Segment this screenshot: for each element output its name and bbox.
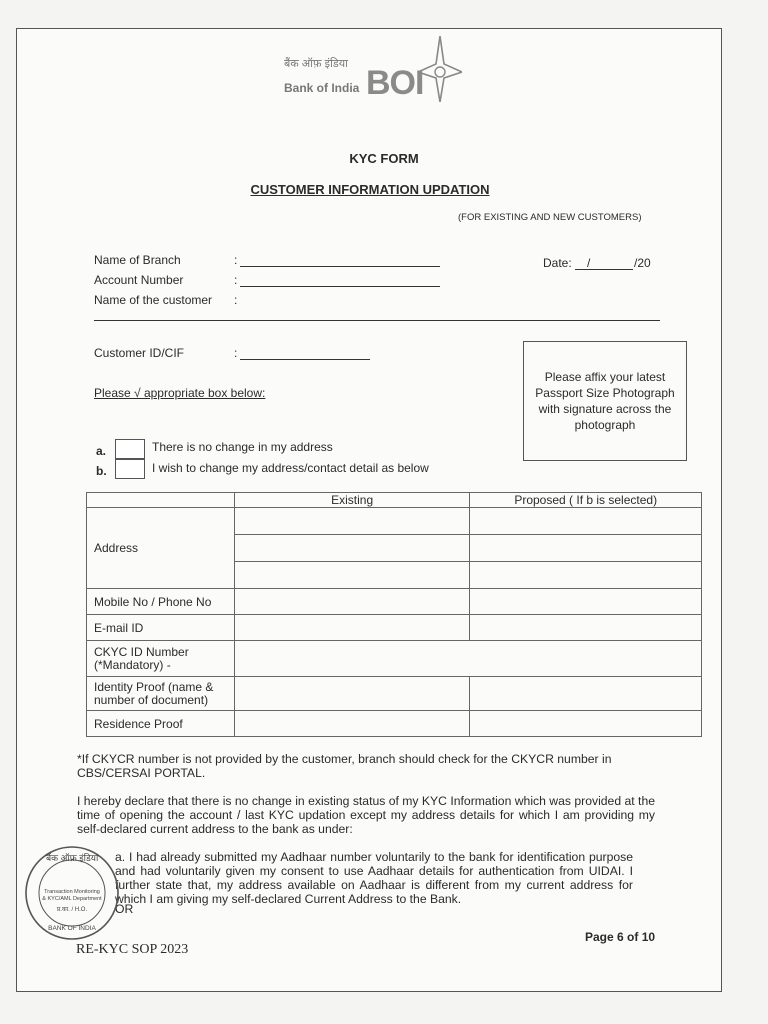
bank-logo (268, 36, 468, 106)
cell-proposed[interactable] (470, 711, 702, 737)
table-row (87, 589, 702, 615)
branch-colon: : (234, 253, 238, 267)
logo-english-name: Bank of India (284, 81, 360, 95)
table-row (87, 615, 702, 641)
table-header-blank (87, 493, 235, 508)
option-b-key: b. (96, 464, 107, 478)
option-a-key: a. (96, 444, 107, 458)
row-label-ckyc-line2: (*Mandatory) - (94, 657, 171, 672)
form-note: (FOR EXISTING AND NEW CUSTOMERS) (458, 212, 642, 223)
table-row (87, 711, 702, 737)
star-icon (418, 36, 462, 102)
account-colon: : (234, 273, 238, 287)
table-row (87, 508, 702, 535)
cell-existing[interactable] (234, 711, 470, 737)
cell-existing[interactable] (234, 562, 470, 589)
customer-colon: : (234, 293, 238, 307)
row-label-identity (87, 677, 235, 711)
clause-or: OR (115, 902, 134, 916)
row-label-identity-line2: number of document) (94, 692, 209, 707)
row-label-identity-line1: Identity Proof (name & (94, 679, 214, 694)
cell-existing[interactable] (234, 615, 470, 641)
logo-abbrev: BOI (366, 64, 424, 102)
seal-dept-line2: & KYC/AML Department (42, 896, 102, 902)
cell-existing[interactable] (234, 508, 470, 535)
logo-hindi-name: बैंक ऑफ़ इंडिया (284, 58, 348, 70)
customer-input-line[interactable] (94, 320, 660, 321)
cell-proposed[interactable] (470, 677, 702, 711)
form-title: KYC FORM (349, 151, 419, 166)
seal-top-text: बैंक ऑफ़ इंडिया (46, 853, 99, 863)
seal-dept-line1: Transaction Monitoring (44, 889, 100, 895)
table-header-existing: Existing (234, 493, 470, 508)
table-row (87, 677, 702, 711)
row-label-email: E-mail ID (87, 615, 235, 641)
date-sep: / (587, 256, 591, 270)
cell-proposed[interactable] (470, 508, 702, 535)
row-label-ckyc (87, 641, 235, 677)
page-current: 6 (617, 930, 624, 944)
date-input-line[interactable] (575, 269, 633, 270)
seal-ho: प्र.का. / H.O. (56, 907, 88, 913)
cell-proposed[interactable] (470, 589, 702, 615)
cif-label: Customer ID/CIF (94, 346, 185, 360)
page-total: 10 (641, 930, 656, 944)
row-label-address: Address (87, 508, 235, 589)
option-b-checkbox[interactable] (115, 459, 145, 479)
cell-existing[interactable] (234, 677, 470, 711)
cif-colon: : (234, 346, 238, 360)
footnote: *If CKYCR number is not provided by the customer, branch should check for the CKYCR number in CBS/CERSAI PORTAL. (77, 752, 612, 780)
branch-label: Name of Branch (94, 253, 181, 267)
cell-proposed[interactable] (470, 615, 702, 641)
form-subtitle: CUSTOMER INFORMATION UPDATION (250, 182, 490, 197)
footer-doc-name: RE-KYC SOP 2023 (76, 942, 189, 957)
page-number (585, 930, 655, 944)
info-table (86, 492, 702, 737)
page-of: of (623, 930, 642, 944)
branch-input-line[interactable] (240, 266, 440, 267)
instruction-text: Please √ appropriate box below: (94, 386, 266, 400)
seal-bottom-text: BANK OF INDIA (48, 925, 96, 932)
account-label: Account Number (94, 273, 184, 287)
table-header-row (87, 493, 702, 508)
row-label-residence: Residence Proof (87, 711, 235, 737)
date-label: Date: (543, 256, 572, 270)
cell-ckyc[interactable] (234, 641, 701, 677)
department-seal (24, 845, 120, 941)
cell-proposed[interactable] (470, 535, 702, 562)
cell-existing[interactable] (234, 535, 470, 562)
table-header-proposed: Proposed ( If b is selected) (470, 493, 702, 508)
cell-existing[interactable] (234, 589, 470, 615)
option-a-checkbox[interactable] (115, 439, 145, 459)
date-year: /20 (634, 256, 651, 270)
account-input-line[interactable] (240, 286, 440, 287)
table-row (87, 641, 702, 677)
row-label-mobile: Mobile No / Phone No (87, 589, 235, 615)
option-a-text: There is no change in my address (152, 440, 333, 454)
photo-box: Please affix your latest Passport Size Photograph with signature across the photograph (523, 341, 687, 461)
declaration: I hereby declare that there is no change in existing status of my KYC Information which was provided at the time of opening the account / last KYC updation except my address details for which I am providing my self-declared current address to the bank as under: (77, 794, 655, 836)
clause-a: a. I had already submitted my Aadhaar number voluntarily to the bank for identification purpose and had voluntarily given my consent to use Aadhaar details for authentication from UIDAI. I further state that, my address available on Aadhaar is different from my current address for which I am giving my self-declared Current Address to the Bank. (115, 850, 633, 906)
cell-proposed[interactable] (470, 562, 702, 589)
customer-label: Name of the customer (94, 293, 213, 307)
cif-input-line[interactable] (240, 359, 370, 360)
option-b-text: I wish to change my address/contact detail as below (152, 461, 429, 475)
page-prefix: Page (585, 930, 618, 944)
row-label-ckyc-line1: CKYC ID Number (94, 644, 189, 659)
